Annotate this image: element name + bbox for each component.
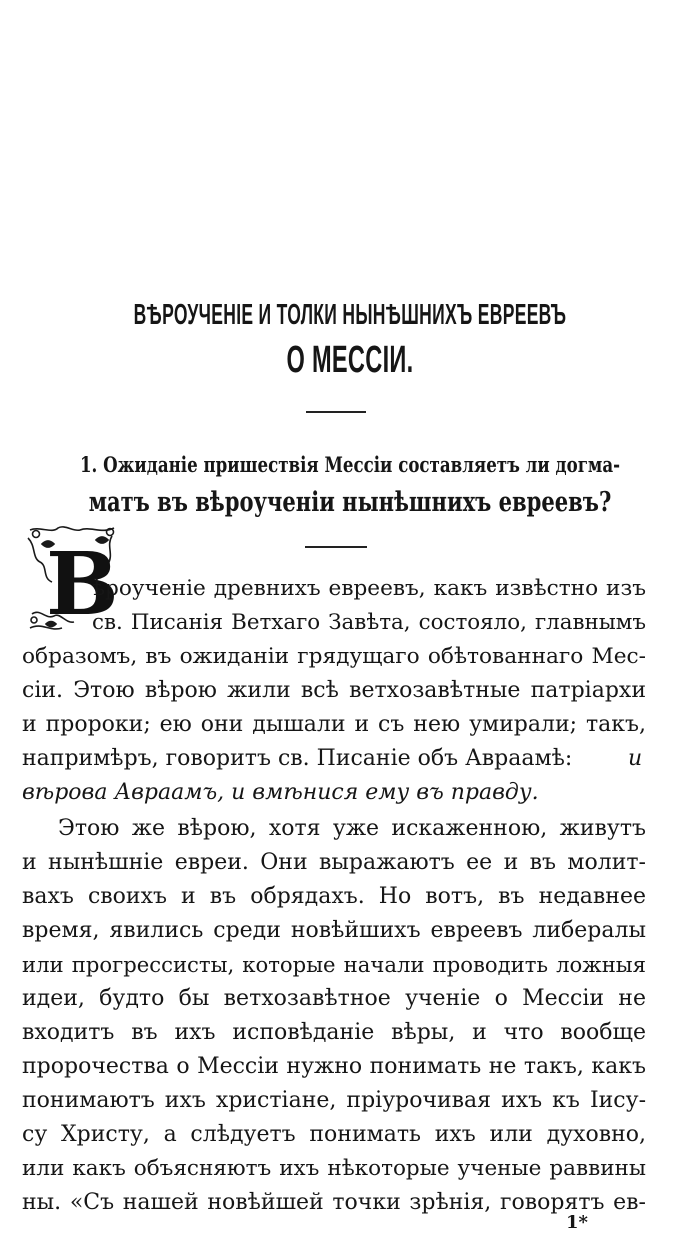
paragraph-2-line-5: или прогрессисты, которые начали проводить ложныя	[22, 952, 646, 977]
paragraph-1-line-1: ѣроученіе древнихъ евреевъ, какъ извѣстно изъ	[92, 576, 646, 601]
page-title-line-1: ВѢРОУЧЕНІЕ И ТОЛКИ НЫНѢШНИХЪ ЕВРЕЕВЪ	[133, 298, 567, 330]
paragraph-2-line-9: понимаютъ ихъ христіане, пріурочивая ихъ къ Іису-	[22, 1088, 646, 1113]
paragraph-2-line-10: су Христу, а слѣдуетъ понимать ихъ или духовно,	[22, 1122, 646, 1147]
paragraph-2-line-4: время, явились среди новѣйшихъ евреевъ либералы	[22, 918, 646, 943]
paragraph-2-line-8: пророчества о Мессіи нужно понимать не такъ, какъ	[22, 1054, 646, 1079]
section-divider	[305, 546, 367, 548]
section-heading-line-2: матъ въ вѣроученіи нынѣшнихъ евреевъ?	[88, 487, 612, 518]
paragraph-2-line-11: или какъ объясняютъ ихъ нѣкоторые ученые раввины	[22, 1156, 646, 1181]
paragraph-1-line-2: св. Писанія Ветхаго Завѣта, состояло, главнымъ	[92, 610, 646, 635]
title-divider	[306, 411, 366, 413]
paragraph-2-line-12: ны. «Съ нашей новѣйшей точки зрѣнія, говорятъ ев-	[22, 1190, 646, 1215]
paragraph-1-line-4: сіи. Этою вѣрою жили всѣ ветхозавѣтные патріархи	[22, 678, 646, 703]
paragraph-2-line-1: Этою же вѣрою, хотя уже искаженною, живутъ	[58, 816, 646, 841]
paragraph-1-line-3: образомъ, въ ожиданіи грядущаго обѣтованнаго Мес-	[22, 644, 646, 669]
paragraph-2-line-7: входитъ въ ихъ исповѣданіе вѣры, и что вообще	[22, 1020, 646, 1045]
page-title-line-2: О МЕССІИ.	[286, 339, 414, 381]
paragraph-2-line-6: идеи, будто бы ветхозавѣтное ученіе о Мессіи не	[22, 986, 646, 1011]
paragraph-1-scripture-quote: вѣрова Авраамъ, и вмѣнися ему въ правду.	[22, 780, 539, 805]
section-heading-line-1: 1. Ожиданіе пришествія Мессіи составляетъ ли догма-	[79, 453, 621, 478]
paragraph-2-line-3: вахъ своихъ и въ обрядахъ. Но вотъ, въ недавнее	[22, 884, 646, 909]
dropcap-letter: В	[46, 534, 119, 635]
paragraph-1-line-5: и пророки; ею они дышали и съ нею умирали; такъ,	[22, 712, 646, 737]
paragraph-1-line-6: напримѣръ, говоритъ св. Писаніе объ Авраамѣ:	[22, 746, 573, 771]
paragraph-2-line-2: и нынѣшніе евреи. Они выражаютъ ее и въ молит-	[22, 850, 646, 875]
page-folio: 1*	[566, 1212, 588, 1233]
paragraph-1-quote-start: и	[628, 746, 643, 771]
